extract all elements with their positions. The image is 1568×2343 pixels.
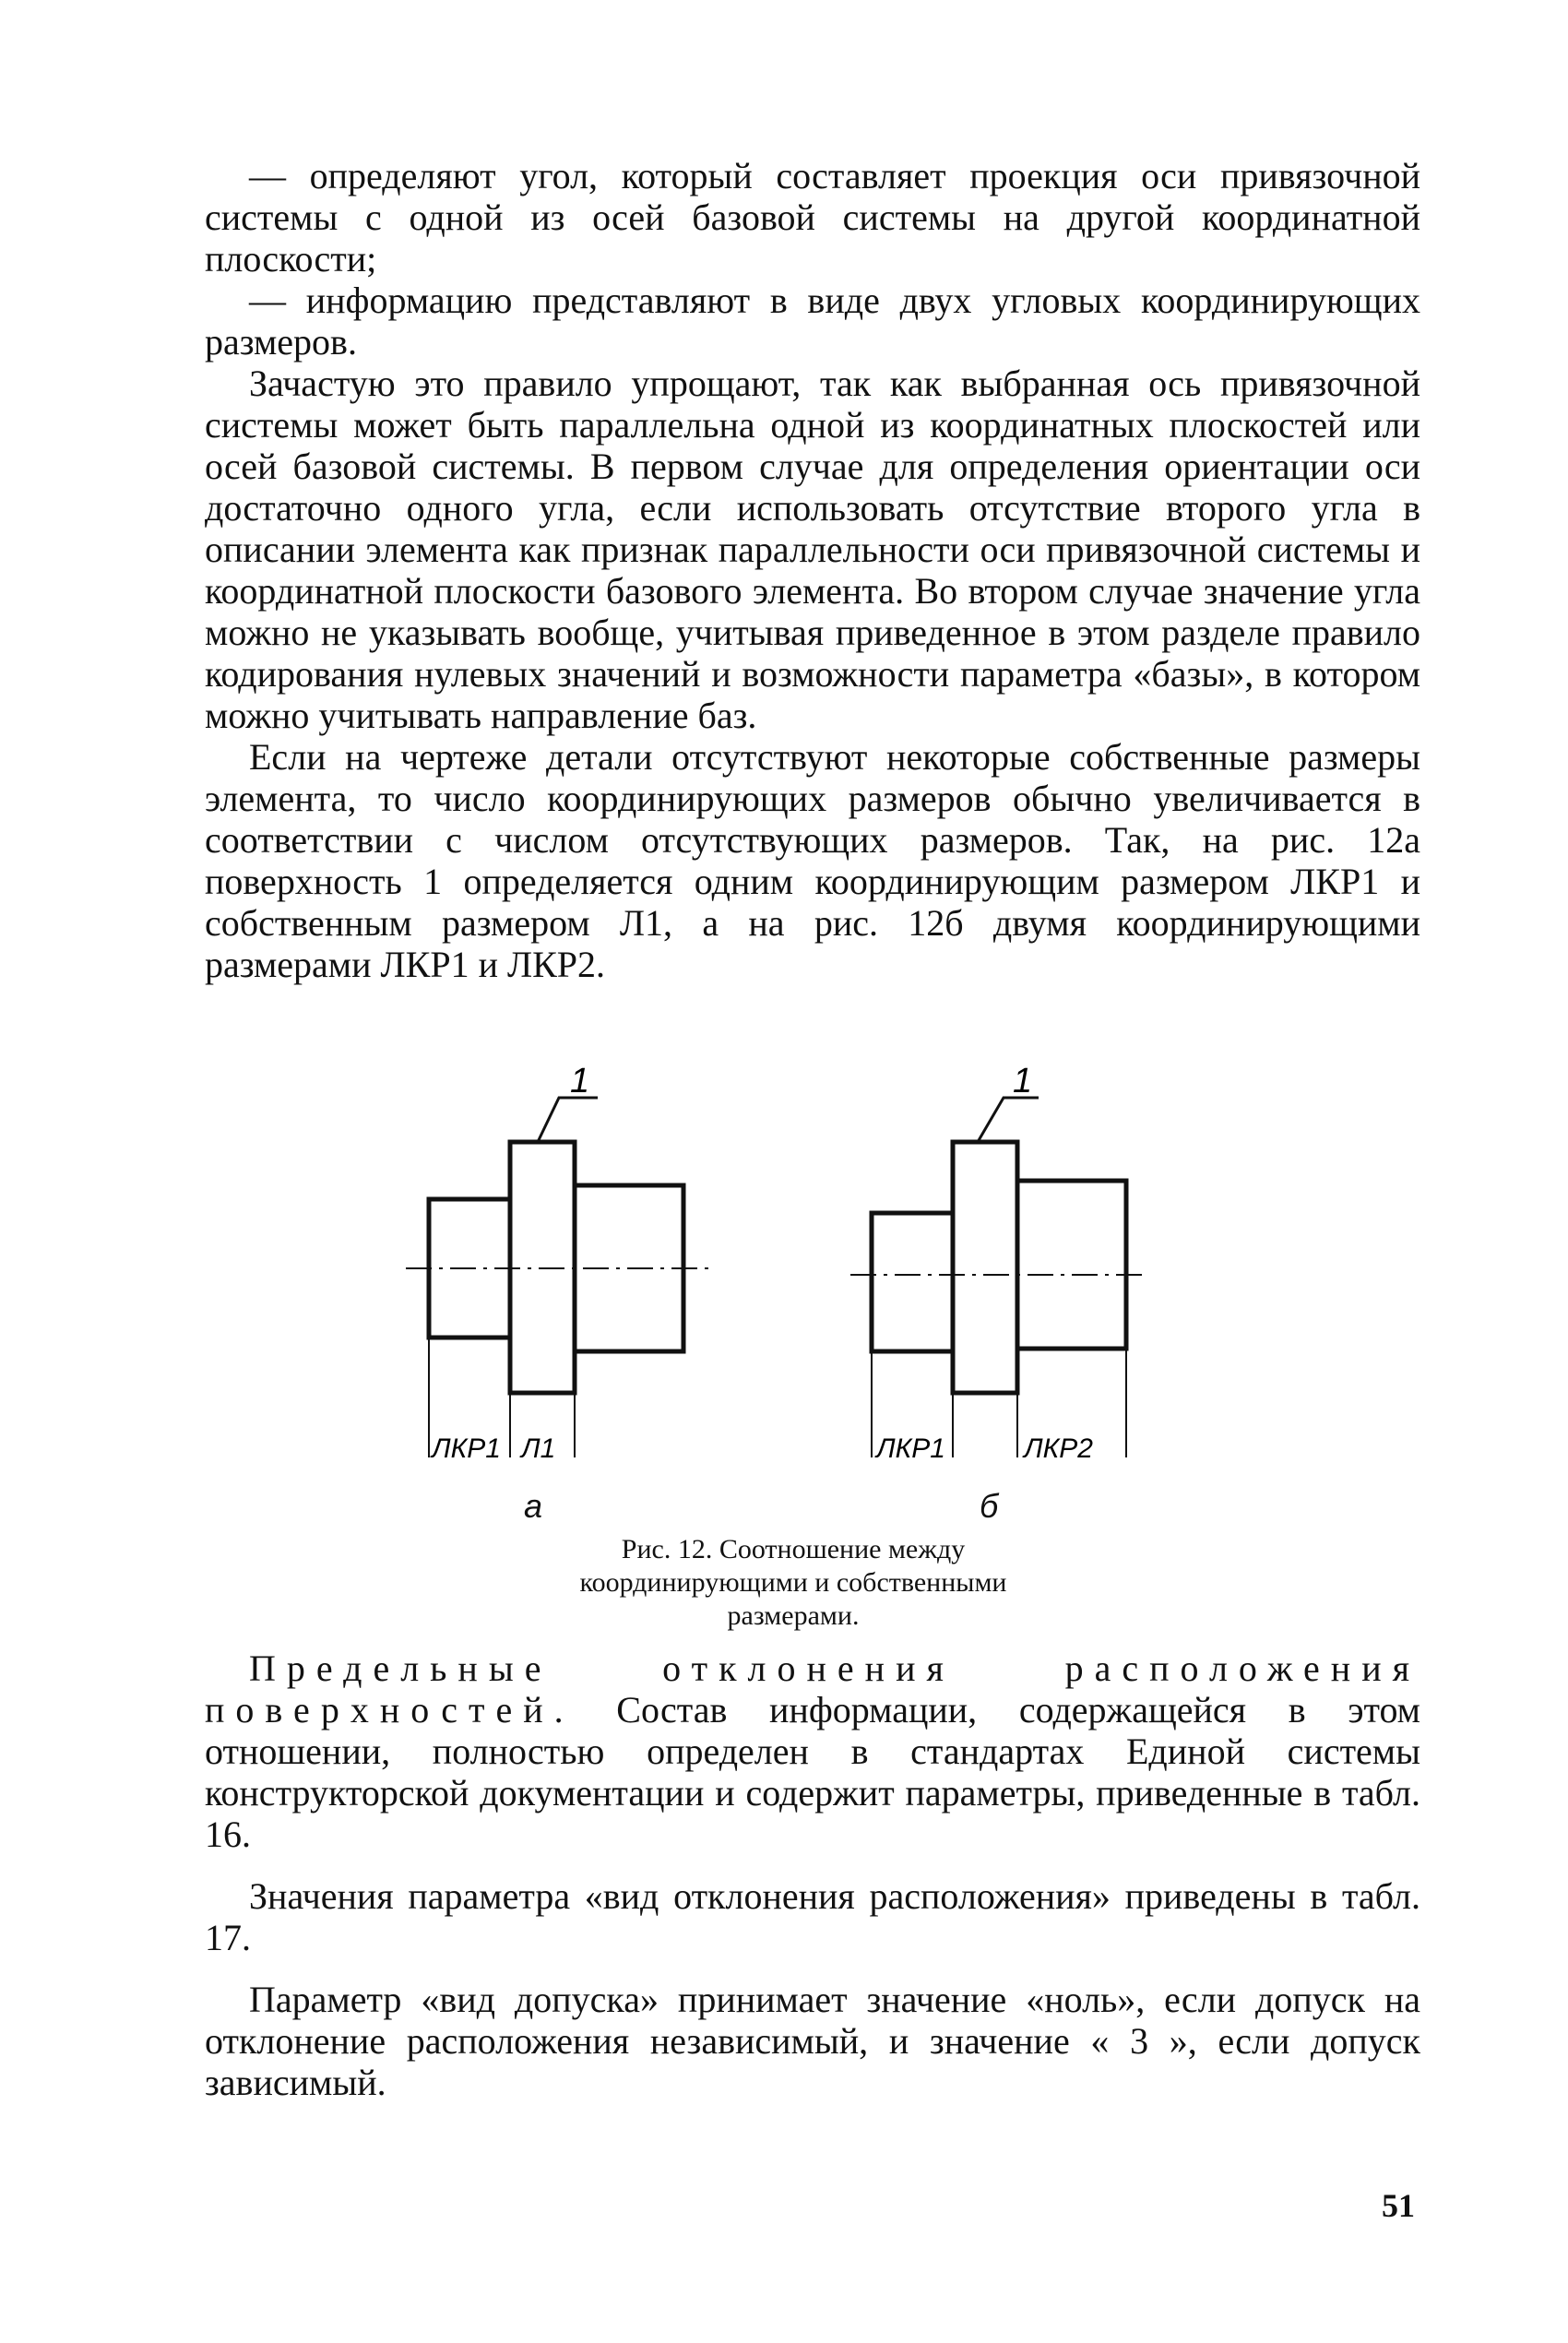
figure-a-dim-label-1: ЛКР1 xyxy=(432,1433,501,1457)
paragraph-deviation-type: Значения параметра «вид отклонения расположения» приведены в табл. 17. xyxy=(205,1875,1420,1958)
figure-caption xyxy=(517,1533,1070,1633)
figure-b-part xyxy=(872,1142,1126,1393)
figure-12 xyxy=(0,1061,1568,1457)
intro-text xyxy=(205,155,1420,985)
paragraph-missing-dimensions: Если на чертеже детали отсутствуют некоторые собственные размеры элемента, то число координирующих размеров обычно увеличивается в соответствии с числом отсутствующих размеров. Так, на рис. 12а поверхность 1 определяется одним координирующим размером ЛКР1 и собственным размером Л1, а на рис. 12б двумя координирующими размерами ЛКР1 и ЛКР2. xyxy=(205,736,1420,985)
paragraph-position-deviations-rest: Состав информации, содержащейся в этом отношении, полностью определен в стандартах Единой системы конструкторской документации и содержит параметры, приведенные в табл. 16. xyxy=(205,1689,1420,1855)
figure-a-surface-number: 1 xyxy=(570,1062,590,1100)
figure-a-dim-label-2: Л1 xyxy=(521,1433,556,1457)
paragraph-info: — информацию представляют в виде двух угловых координирующих размеров. xyxy=(205,279,1420,363)
figure-a-sublabel: а xyxy=(524,1487,543,1525)
paragraph-position-deviations xyxy=(205,1647,1420,1855)
caption-line-3: размерами. xyxy=(727,1600,860,1631)
lower-text xyxy=(205,1647,1420,2103)
spaced-term: Предельные отклонения расположения поверхностей. xyxy=(205,1647,1420,1730)
figure-12-drawing xyxy=(0,1061,1568,1457)
figure-b-surface-number: 1 xyxy=(1013,1062,1033,1100)
page-number: 51 xyxy=(1382,2187,1415,2224)
caption-line-1: Рис. 12. Соотношение между xyxy=(621,1534,966,1564)
paragraph-simplification: Зачастую это правило упрощают, так как выбранная ось привязочной системы может быть параллельна одной из координатных плоскостей или осей базовой системы. В первом случае для определения ориентации оси достаточно одного угла, если использовать отсутствие второго угла в описании элемента как признак параллельности оси привязочной системы и координатной плоскости базового элемента. Во втором случае значение угла можно не указывать вообще, учитывая приведенное в этом разделе правило кодирования нулевых значений и возможности параметра «базы», в котором можно учитывать направление баз. xyxy=(205,363,1420,736)
figure-b-leader xyxy=(978,1098,1039,1142)
caption-line-2: координирующими и собственными xyxy=(579,1567,1007,1598)
paragraph-tolerance-type: Параметр «вид допуска» принимает значение «ноль», если допуск на отклонение расположения независимый, и значение « 3 », если допуск зависимый. xyxy=(205,1979,1420,2103)
figure-b-dim-label-1: ЛКР1 xyxy=(876,1433,945,1457)
figure-b-dim-label-2: ЛКР2 xyxy=(1024,1433,1093,1457)
figure-b-sublabel: б xyxy=(980,1487,999,1525)
paragraph-angle: — определяют угол, который составляет проекция оси привязочной системы с одной из осей базовой системы на другой координатной плоскости; xyxy=(205,155,1420,279)
figure-a-leader xyxy=(538,1098,598,1142)
